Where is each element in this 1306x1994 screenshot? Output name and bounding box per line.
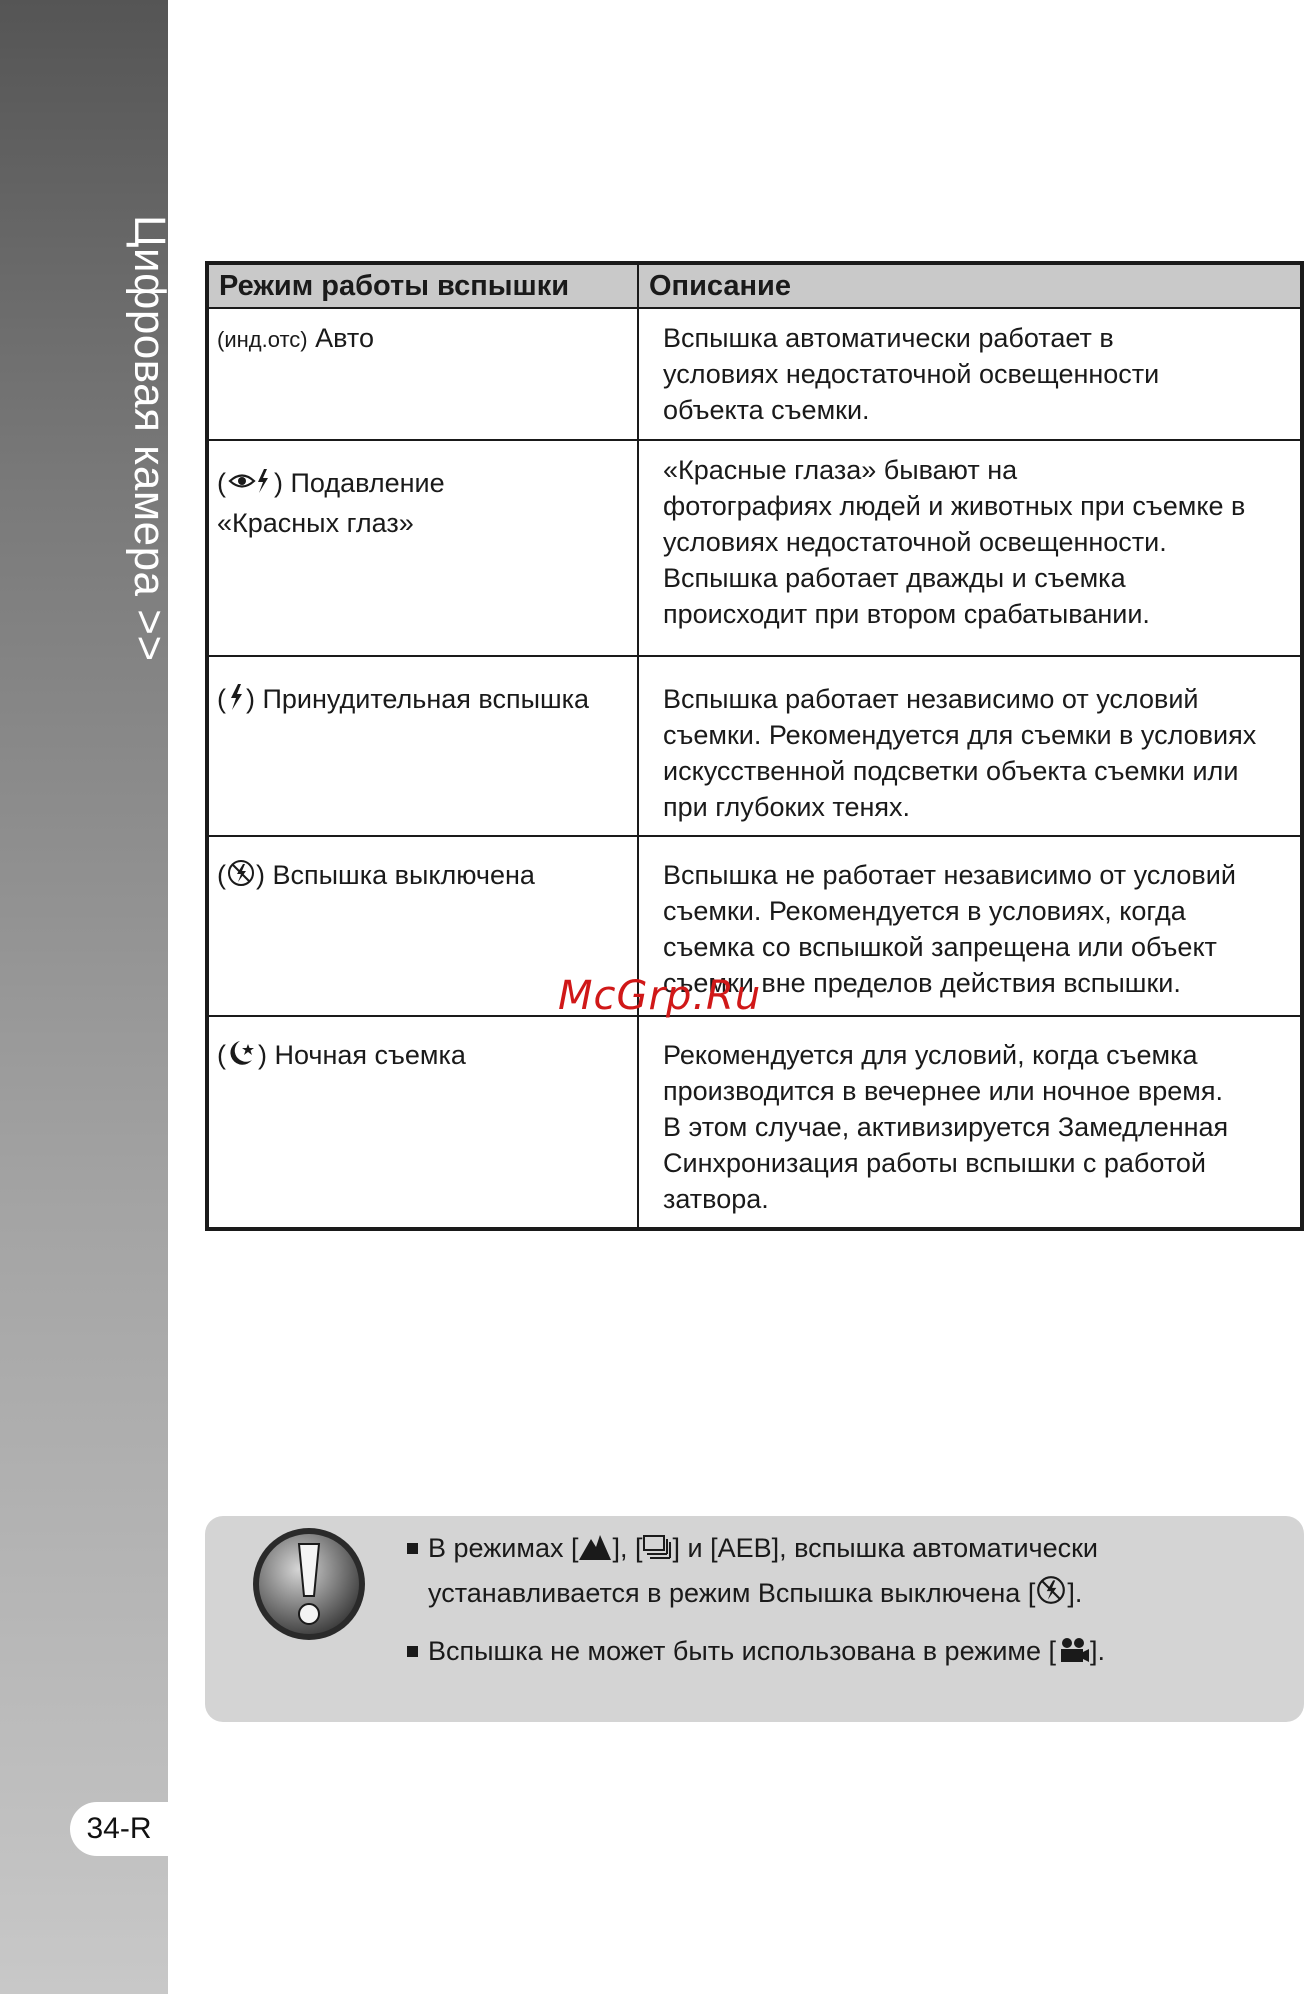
mode-label: Вспышка выключена [272,860,535,890]
description-line: съемки. Рекомендуется в условиях, когда [663,896,1186,926]
mode-label: Подавление [290,468,445,498]
section-title: Цифровая камера >> [125,215,174,662]
note-item [407,1631,1287,1676]
description-line: производится в вечернее или ночное время. [663,1076,1223,1106]
mode-cell: ( ) Вспышка выключена [207,836,638,1016]
description-line: Рекомендуется для условий, когда съемка [663,1040,1198,1070]
bullet-icon [407,1646,418,1657]
description-line: условиях недостаточной освещенности [663,359,1160,389]
flash-off-icon [1035,1574,1067,1618]
note-text: Вспышка не может быть использована в режиме [ [428,1636,1057,1666]
description-cell [638,656,1302,836]
auto-flash-label: (инд.отс) [217,327,308,352]
description-line: Вспышка работает независимо от условий [663,684,1199,714]
movie-mode-icon [1056,1635,1090,1676]
note-text: ], [ [612,1533,643,1563]
flash-mode-table [205,261,1304,1231]
description-line: затвора. [663,1184,769,1214]
description-cell [638,308,1302,440]
description-line: Вспышка не работает независимо от условий [663,860,1236,890]
table-row [207,308,1302,440]
description-line: «Красные глаза» бывают на [663,455,1018,485]
page-number: 34-R [70,1802,168,1856]
watermark: McGrp.Ru [558,973,762,1019]
warning-icon [251,1526,367,1642]
night-scene-icon [226,1038,258,1077]
mode-label: Авто [315,323,374,353]
flash-icon [226,682,246,721]
description-line: происходит при втором срабатывании. [663,599,1150,629]
description-line: Синхронизация работы вспышки с работой [663,1148,1206,1178]
mode-label: Ночная съемка [274,1040,466,1070]
mode-cell: ( ) Подавление «Красных глаз» [207,440,638,656]
note-list [407,1528,1287,1689]
table-header-row [207,263,1302,308]
header-mode: Режим работы вспышки [207,263,638,308]
mode-cell [207,308,638,440]
mode-label-line2: «Красных глаз» [217,508,414,538]
header-description: Описание [638,263,1302,308]
description-cell [638,440,1302,656]
description-line: Вспышка автоматически работает в [663,323,1114,353]
red-eye-flash-icon [226,466,274,505]
description-cell [638,1016,1302,1229]
description-line: объекта съемки. [663,395,870,425]
landscape-mode-icon [578,1532,612,1573]
description-line: съемка со вспышкой запрещена или объект [663,932,1217,962]
note-text: ]. [1090,1636,1106,1666]
description-line: съемки. Рекомендуется для съемки в условиях [663,720,1257,750]
bullet-icon [407,1543,418,1554]
note-item [407,1528,1287,1618]
description-line: съемки вне пределов действия вспышки. [663,968,1181,998]
description-line: фотографиях людей и животных при съемке в [663,491,1246,521]
table-row [207,1016,1302,1229]
description-line: при глубоких тенях. [663,792,911,822]
description-line: условиях недостаточной освещенности. [663,527,1167,557]
note-box [205,1516,1304,1722]
table-row [207,656,1302,836]
flash-off-icon [226,858,256,897]
note-text: ] и [AEB], вспышка автоматически [672,1533,1099,1563]
mode-cell: ( ) Принудительная вспышка [207,656,638,836]
note-text: ]. [1067,1578,1083,1608]
description-line: Вспышка работает дважды и съемка [663,563,1126,593]
note-text: В режимах [ [428,1533,579,1563]
mode-label: Принудительная вспышка [262,684,590,714]
burst-mode-icon [642,1532,672,1573]
description-line: В этом случае, активизируется Замедленная [663,1112,1229,1142]
description-line: искусственной подсветки объекта съемки или [663,756,1239,786]
mode-cell: ( ) Ночная съемка [207,1016,638,1229]
table-row [207,440,1302,656]
note-text: устанавливается в режим Вспышка выключена [ [428,1578,1036,1608]
